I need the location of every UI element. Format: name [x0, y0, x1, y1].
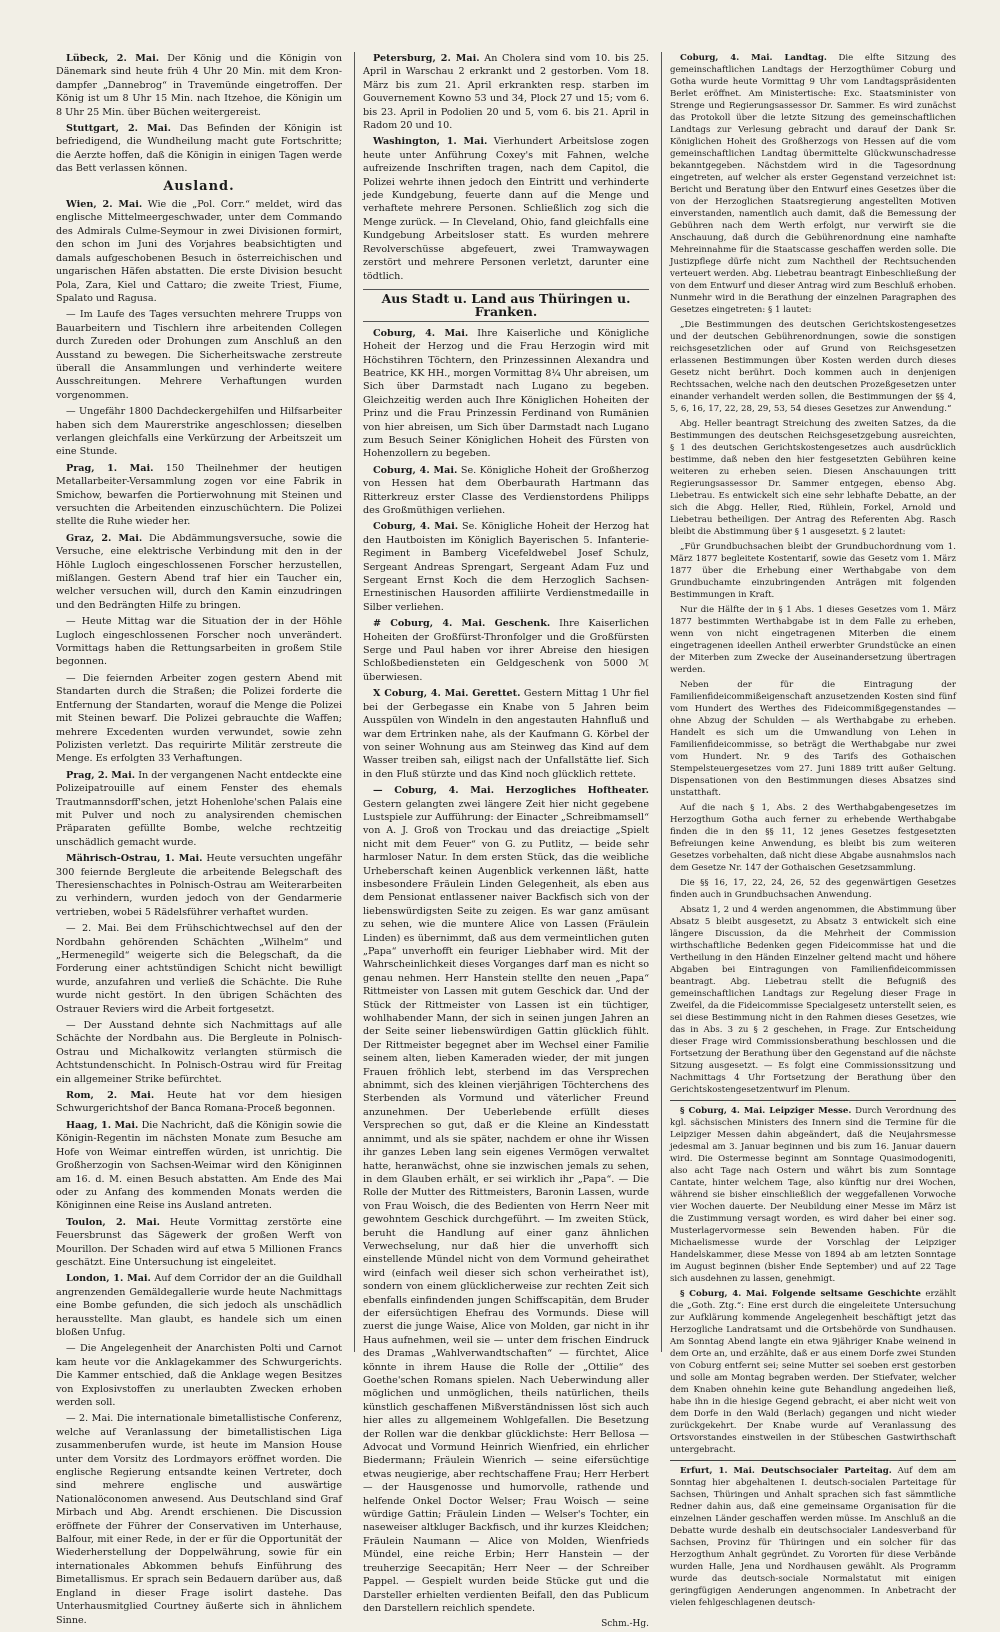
article-text: Der König und die Königin von Dänemark sind heute früh 4 Uhr 20 Min. mit dem Kron-dampfer „Dannebrog“ in Travemünde eingetroffen. Der König ist um 8 Uhr 15 Min. nach Itzehoe, die Königin um 8 Uhr 25 Min. über Büchen weitergereist. [56, 53, 342, 118]
article-text: Die elfte Sitzung des gemeinschaftlichen Landtags der Herzogthümer Coburg und Gotha wurde heute Vormittag 9 Uhr vom Landtagspräsidenten Berlet eröffnet. Am Ministertische: Exc. Staatsminister von Strenge und Regierungsassessor Dr. Sammer. Es wird zunächst das Protokoll über die letzte Sitzung des gemeinschaftlichen Landtags zur Verlesung gebracht und darauf der Dank Sr. Königlichen Hoheit des Großherzogs von Hessen auf die vom gemeinschaftlichen Landtag übermittelte Glückwunschadresse bekanntgegeben. Nächstdem wird in die Tagesordnung eingetreten, auf welcher als erster Gegenstand verzeichnet ist: Bericht und Beratung über den Entwurf eines Gesetzes über die von der Herzoglichen Staatsregierung angestellten Motiven einverstanden, namentlich auch damit, daß die Bemessung der Gebühren nach dem Werth erfolgt, nur verwirft sie die Anschauung, daß durch die Gebührenordnung eine namhafte Mehreinnahme für die Staatscasse geschaffen werden solle. Die Justizpflege dürfe nicht zum Nachtheil der Rechtsuchenden verteuert werden. Abg. Liebetrau beantragt Einbeschließung der von dem Entwurf und dieser Antrag wird zum Beschluß erhoben. Nunmehr wird in die Berathung der einzelnen Paragraphen des Gesetzes eingetreten: § 1 lautet: [670, 53, 956, 315]
article-washington [363, 135, 649, 282]
dateline: Wien, 2. Mai. [66, 199, 143, 211]
article-landtag [670, 52, 956, 316]
article-text: Durch Verordnung des kgl. sächsischen Ministers des Innern sind die Termine für die Leipziger Messen dahin abgeändert, daß die Neujahrsmesse jedesmal am 3. Januar beginnen und bis zum 16. Januar dauern wird. Die Ostermesse beginnt am Sonntage Quasimodogeniti, also acht Tage nach Ostern und währt bis zum Sonntage Cantate, hinter welchem Tage, also künftig nur drei Wochen, während sie bisher einschließlich der weggefallenen Vorwoche vier Wochen dauerte. Der Neubildung einer Messe im März ist die Zustimmung versagt worden, es wird daher bei einer sog. Musterlagervormesse sein Bewenden haben. Für die Michaelismesse wurde der Vorschlag der Leipziger Handelskammer, diese Messe von 1894 ab am letzten Sonntage im August beginnen (bisher Ende September) und auf 22 Tage sich ausdehnen zu lassen, genehmigt. [670, 1106, 956, 1284]
article-coburg-hoftheater [363, 784, 649, 1615]
article-coburg-gerettet [363, 687, 649, 781]
article-coburg-2 [363, 464, 649, 518]
article-text: — Heute Mittag war die Situation der in der Höhle Lugloch eingeschlossenen Forscher noch unverändert. Vormittags haben die Rettungsarbeiten in großem Stile begonnen. [56, 616, 342, 668]
article-text: — Im Laufe des Tages versuchten mehrere Trupps von Bauarbeitern und Tischlern ihre arbeitenden Collegen durch Zureden oder Drohungen zum Anschluß an den Ausstand zu bewegen. Die Sicherheitswache zerstreute überall die Ansammlungen und verhinderte weitere Ausschreitungen. Mehrere Verhaftungen wurden vorgenommen. [56, 309, 342, 401]
article-text: Ihre Kaiserliche und Königliche Hoheit der Herzog und die Frau Herzogin wird mit Höchstihren Töchtern, den Prinzessinnen Alexandra und Beatrice, KK HH., morgen Vormittag 8¼ Uhr abreisen, um Sich über Darmstadt nach Lugano zu begeben. Gleichzeitig werden auch Ihre Königlichen Hoheiten der Prinz und die Frau Prinzessin Ferdinand von Rumänien von hier abreisen, um Sich über Darmstadt nach Lugano zum Besuch Seiner Königlichen Hoheit des Fürsten von Hohenzollern zu begeben. [363, 327, 649, 460]
article-london-2 [56, 1342, 342, 1409]
article-text: An Cholera sind vom 10. bis 25. April in Warschau 2 erkrankt und 2 gestorben. Vom 18. März bis zum 21. April erkrankten resp. starben im Gouvernement Kowno 53 und 34, Plock 27 und 15; vom 6. bis 23. April in Podolien 20 und 5, vom 6. bis 21. April in Radom 20 und 10. [363, 53, 649, 132]
article-landtag-p5 [670, 679, 956, 799]
article-haag [56, 1119, 342, 1213]
article-luebeck [56, 52, 342, 119]
article-landtag-p6 [670, 802, 956, 874]
article-text: „Die Bestimmungen des deutschen Gerichtskostengesetzes und der deutschen Gebührenordnungen, sowie die sonstigen reichsgesetzlichen oder auf Grund von Reichsgesetzen erlassenen Bestimmungen über Kosten werden durch dieses Gesetz nicht berührt. Doch kommen auch in denjenigen Rechtssachen, welche nach den deutschen Prozeßgesetzen unter einander verhandelt werden sollen, die Bestimmungen der §§ 4, 5, 6, 16, 17, 22, 28, 29, 53, 54 dieses Gesetzes zur Anwendung.“ [670, 320, 956, 414]
article-london-3 [56, 1412, 342, 1627]
dateline: § Coburg, 4. Mai. Folgende seltsame Geschichte [680, 1289, 921, 1299]
article-landtag-p7 [670, 877, 956, 901]
dateline: Coburg, 4. Mai. [373, 521, 459, 533]
article-petersburg [363, 52, 649, 132]
article-landtag-p3 [670, 541, 956, 601]
dateline: X Coburg, 4. Mai. Gerettet. [373, 688, 521, 700]
author-signature: Schm.-Hg. [601, 1619, 649, 1630]
dateline: Petersburg, 2. Mai. [373, 53, 480, 64]
dateline: Coburg, 4. Mai. [373, 327, 469, 339]
dateline: London, 1. Mai. [66, 1273, 151, 1285]
article-graz-2 [56, 615, 342, 669]
article-text: erzählt die „Goth. Ztg.“: Eine erst durch die eingeleitete Untersuchung zur Aufklärung kommende Angelegenheit beschäftigt jetzt das Herzogliche Landratsamt und die Ortsbehörde von Sundhausen. Am Sonntag Abend langte ein etwa 9jähriger Knabe weinend in dem Orte an, und erzählte, daß er aus einem Dorfe zwei Stunden von Coburg entfernt sei; seine Mutter sei soeben erst gestorben und solle am Montag begraben werden. Der Stiefvater, welcher dem Knaben ohnehin keine gute Behandlung angedeihen ließ, habe ihn in die hiesige Gegend gebracht, ei aber nicht weit von dem Dorfe in den Wald (Berlach) gegangen und nicht wieder zurückgekehrt. Der Knabe wurde auf Veranlassung des Ortsvorstandes einstweilen in der Stübeschen Gastwirthschaft untergebracht. [670, 1289, 956, 1455]
article-leipziger-messe [670, 1105, 956, 1285]
article-text: Die Nachricht, daß die Königin sowie die Königin-Regentin im nächsten Monate zum Besuche am Hofe von Weimar eintreffen würden, ist unrichtig. Die Großherzogin von Sachsen-Weimar wird den Königinnen am 16. d. M. einen Besuch abstatten. Am Ende des Mai oder zu Anfang des kommenden Monats werden die Königinnen eine Reise ins Ausland antreten. [56, 1119, 342, 1212]
article-text: Wie die „Pol. Corr.“ meldet, wird das englische Mittelmeergeschwader, unter dem Commando des Admirals Culme-Seymour in zwei Divisionen formirt, den schon im Juni des Vorjahres beabsichtigten und damals aufgeschobenen Besuch in österreichischen und ungarischen Häfen abstatten. Die erste Division besucht Pola, Zara, Kiel und Cattaro; die zweite Triest, Fiume, Spalato und Ragusa. [56, 199, 342, 304]
article-text: Se. Königliche Hoheit der Großherzog von Hessen hat dem Oberbaurath Hartmann das Ritterkreuz erster Classe des Verdienstordens Philipps des Großmüthigen verliehen. [363, 464, 649, 516]
article-text: 150 Theilnehmer der heutigen Metallarbeiter-Versammlung zogen vor eine Fabrik in Smichow, bewarfen die Portierwohnung mit Steinen und versuchten die Arbeitenden einzuschüchtern. Die Polizei stellte die Ruhe wieder her. [56, 462, 342, 528]
article-text: — 2. Mai. Bei dem Frühschichtwechsel auf den der Nordbahn gehörenden Schächten „Wilhelm“ und „Hermenegild“ weigerte sich die Belegschaft, da die Forderung einer achtstündigen Schicht nicht bewilligt wurde, anzufahren und verließ die Schächte. Die Ruhe wurde nicht gestört. In den übrigen Schächten des Ostrauer Reviers wird die Arbeit fortgesetzt. [56, 923, 342, 1015]
dateline: Coburg, 4. Mai. Landtag. [680, 53, 827, 63]
dateline: Stuttgart, 2. Mai. [66, 123, 171, 135]
section-heading-thueringen: Aus Stadt u. Land aus Thüringen u. Franken. [363, 289, 649, 322]
section-heading-ausland: Ausland. [163, 178, 235, 194]
article-text: Ihre Kaiserlichen Hoheiten der Großfürst-Thronfolger und die Großfürsten Serge und Paul haben vor ihrer Abreise den hiesigen Schloßbediensteten ein Geldgeschenk von 5000 ℳ überwiesen. [363, 618, 650, 683]
article-text: — Ungefähr 1800 Dachdeckergehilfen und Hilfsarbeiter haben sich dem Maurerstrike angeschlossen; dieselben verlangen gleichfalls eine Verkürzung der Arbeitszeit um eine Stunde. [56, 406, 342, 458]
article-text: Das Befinden der Königin ist befriedigend, die Wundheilung macht gute Fortschritte; die Aerzte hoffen, daß die Königin in einigen Tagen werde das Bett verlassen können. [56, 123, 342, 175]
article-text: Auf die nach § 1, Abs. 2 des Werthabgabengesetzes im Herzogthum Gotha auch ferner zu erhebende Werthabgabe finden die in den §§ 11, 12 jenes Gesetzes festgesetzten Befreiungen keine Anwendung, es bleibt bis zum weiteren Gesetzes vorbehalten, daß nicht diese Abgabe ausnahmslos nach dem Gesetze Nr. 147 der Gothaischen Gesetzsammlung. [670, 803, 956, 873]
article-erfurt [670, 1465, 956, 1609]
article-text: Heute hat vor dem hiesigen Schwurgerichtshof der Banca Romana-Proceß begonnen. [56, 1090, 342, 1115]
article-graz-3 [56, 672, 342, 766]
dateline: # Coburg, 4. Mai. Geschenk. [373, 618, 551, 630]
dateline: Toulon, 2. Mai. [66, 1216, 160, 1228]
article-ostrau [56, 852, 342, 919]
article-wien-2 [56, 308, 342, 402]
article-text: Nur die Hälfte der in § 1 Abs. 1 dieses Gesetzes vom 1. März 1877 bestimmten Werthabgabe ist in dem Falle zu erheben, wenn von nicht eingetragenen Miterben die einem eingetragenen ideellen Antheil erwerbter Grundstücke an einen der Miterben zum Zwecke der Auseinandersetzung übertragen werden. [670, 605, 956, 675]
dateline: Haag, 1. Mai. [66, 1119, 139, 1131]
article-text: — 2. Mai. Die internationale bimetallistische Conferenz, welche auf Veranlassung der bimetallistischen Liga zusammenberufen wurde, ist heute im Mansion House unter dem Vorsitz des Lordmayors eröffnet worden. Die englische Regierung entsandte keinen Vertreter, doch sind mehrere englische und auswärtige Nationalöconomen anwesend. Aus Deutschland sind Graf Mirbach und Abg. Arendt erschienen. Die Discussion eröffnete der Führer der Conservativen im Unterhause, Balfour, mit einer Rede, in der er für die Opportunität der Wiederherstellung der Doppelwährung, sowie für ein internationales Abkommen behufs Einführung des Bimetallismus. Er sprach sein Bedauern darüber aus, daß England in dieser Frage isolirt dastehe. Das Unterhausmitglied Courtney äußerte sich in ähnlichem Sinne. [56, 1413, 342, 1626]
dateline: § Coburg, 4. Mai. Leipziger Messe. [680, 1106, 852, 1116]
newspaper-page [56, 52, 956, 1630]
article-text: — Die feiernden Arbeiter zogen gestern Abend mit Standarten durch die Straßen; die Polizei forderte die Entfernung der Standarten, worauf die Menge die Polizei mit Steinen bewarf. Die Polizei gebrauchte die Waffen; mehrere Excedenten wurden verwundet, sowie zehn Polizisten verletzt. Das requirirte Militär zerstreute die Menge. Es erfolgten 33 Verhaftungen. [56, 672, 342, 765]
column-1 [56, 52, 342, 1626]
dateline: Erfurt, 1. Mai. Deutschsocialer Parteitag. [680, 1466, 892, 1476]
article-text: Absatz 1, 2 und 4 werden angenommen, die Abstimmung über Absatz 5 bleibt ausgesetzt, zu Absatz 3 entwickelt sich eine längere Discussion, da die Mehrheit der Commission wirthschaftliche Bedenken gegen Fideicommisse hat und die Vertheilung in den Händen Einzelner geltend macht und höhere Abgaben bei Eintragungen von Familienfideicommissen beantragt. Abg. Liebetrau stellt die Befugniß des gemeinschaftlichen Landtags zur Regelung dieser Frage in Zweifel, da die Fideicommisse Specialgesetz unterstellt seien, es sei diese Bestimmung nicht in den Rahmen dieses Gesetzes, wie das in Abs. 3 zu § 2 geschehen, in Frage. Zur Entscheidung dieser Frage wird Commissionsberathung beschlossen und die Fortsetzung der Berathung über den Gegenstand auf die nächste Sitzung ausgesetzt. — Es folgt eine Commissionssitzung und Nachmittags 4 Uhr Fortsetzung der Berathung über den Gerichtskostengesetzentwurf im Plenum. [670, 905, 956, 1095]
dateline: Prag, 1. Mai. [66, 462, 154, 474]
article-text: Abg. Heller beantragt Streichung des zweiten Satzes, da die Bestimmungen des deutschen Reichsgesetzgebung ausreichten, § 1 des deutschen Gerichtskostengesetzes auch ausdrücklich bestimme, daß neben den hier festgesetzten Gebühren keine weiteren zu erheben seien. Diesen Anschauungen tritt Regierungsassessor Dr. Sammer entgegen, ebenso Abg. Liebetrau. Es entwickelt sich eine sehr lebhafte Debatte, an der sich die Abgg. Heller, Ried, Rühlein, Forkel, Arnold und Liebetrau betheiligen. Der Antrag des Referenten Abg. Rasch bleibt die Abstimmung über § 1 ausgesetzt. § 2 lautet: [670, 419, 956, 537]
article-rom [56, 1089, 342, 1116]
article-landtag-p2 [670, 418, 956, 538]
article-prag [56, 462, 342, 529]
article-text: Auf dem Corridor der an die Guildhall angrenzenden Gemäldegallerie wurde heute Nachmittags eine Bombe gefunden, die sich jedoch als unschädlich herausstellte. Man glaubt, es handele sich um einen bloßen Unfug. [56, 1273, 342, 1338]
article-wien-3 [56, 405, 342, 459]
article-coburg-1 [363, 327, 649, 461]
dateline: Rom, 2. Mai. [66, 1090, 155, 1102]
article-text: Vierhundert Arbeitslose zogen heute unter Anführung Coxey's mit Fahnen, welche aufreizende Inschriften tragen, nach dem Capitol, die Polizei wehrte ihnen jedoch den Eintritt und verhinderte jede Kundgebung, feuerte dann auf die Menge und verhaftete mehrere Personen. Schließlich zog sich die Menge zurück. — In Cleveland, Ohio, fand gleichfalls eine Kundgebung Arbeitsloser statt. Es wurden mehrere Revolverschüsse abgefeuert, zwei Tramwaywagen zerstört und mehrere Personen verletzt, darunter eine tödtlich. [363, 136, 649, 282]
divider [670, 1460, 956, 1461]
divider [670, 1100, 956, 1101]
article-text: Die Abdämmungsversuche, sowie die Versuche, eine elektrische Verbindung mit den in der Höhle Lugloch eingeschlossenen Forscher herzustellen, mißlangen. Gestern Abend traf hier ein Taucher ein, welcher versuchen will, durch den Kamin einzudringen und den Bedrängten Hilfe zu bringen. [56, 532, 342, 611]
dateline: Coburg, 4. Mai. [373, 464, 458, 476]
article-ostrau-2 [56, 922, 342, 1016]
article-text: Neben der für die Eintragung der Familienfideicommißeigenschaft anzusetzenden Kosten sind fünf vom Hundert des Werthes des Fideicommißgegenstandes — ohne Abzug der Schulden — als Werthabgabe zu erheben. Handelt es sich um die Umwandlung von Lehen in Familienfideicommisse, so beträgt die Werthabgabe nur zwei vom Hundert. Nr. 9 des Tarifs des Gothaischen Stempelsteuergesetzes vom 27. Juni 1889 tritt außer Geltung. Dispensationen von den Bestimmungen dieses Absatzes sind unstatthaft. [670, 680, 956, 798]
column-2 [354, 52, 650, 1630]
article-text: — Der Ausstand dehnte sich Nachmittags auf alle Schächte der Nordbahn aus. Die Bergleute in Polnisch-Ostrau und Michalkowitz verlangten stürmisch die Achtstundenschicht. In Polnisch-Ostrau wird für Freitag ein allgemeiner Strike befürchtet. [56, 1020, 342, 1085]
article-landtag-p8 [670, 904, 956, 1096]
article-ostrau-3 [56, 1019, 342, 1086]
article-text: Die §§ 16, 17, 22, 24, 26, 52 des gegenwärtigen Gesetzes finden auch in Grundbuchsachen Anwendung. [670, 878, 956, 900]
article-prag-2 [56, 769, 342, 849]
article-landtag-p1 [670, 319, 956, 415]
article-coburg-3 [363, 520, 649, 614]
article-text: Gestern gelangten zwei längere Zeit hier nicht gegebene Lustspiele zur Aufführung: der Einacter „Schreibmamsell“ von A. J. Groß von Trockau und das dreiactige „Spielt nicht mit dem Feuer“ von G. zu Putlitz, — beide sehr harmloser Natur. In dem ersten Stück, das die weibliche Urheberschaft keinen Augenblick verkennen läßt, hatte insbesondere Fräulein Linden Gelegenheit, als eben aus dem Pensionat entlassener naiver Backfisch sich von der liebenswürdigsten Seite zu zeigen. Es war ganz amüsant zu sehen, wie die muntere Alice von Lassen (Fräulein Linden) es übernimmt, daß aus dem vermeintlichen guten „Papa“ unverhofft ein feuriger Liebhaber wird. Mit der Wahrscheinlichkeit dieses Vorganges darf man es nicht so genau nehmen. Herr Hanstein stellte den neuen „Papa“ Rittmeister von Lassen mit gutem Geschick dar. Und der Stück der Rittmeister von Lassen ist ein tüchtiger, wohlhabender Mann, der sich in seinen jungen Jahren an der Seite seiner liebenswürdigen Gattin glücklich fühlt. Der Rittmeister begegnet aber im Wechsel einer Familie seinem alten, lieben Kameraden wieder, der mit jungen Frauen fröhlich lebt, sterbend im das Versprechen abnimmt, sich des kleinen vierjährigen Töchterchens des Sterbenden als Vormund und väterlicher Freund anzunehmen. Der Ueberlebende erfüllt dieses Versprechen so gut, daß er die Kleine an Kindesstatt annimmt, und als sie später, nachdem er ohne ihr Wissen ihr ganzes Leben lang sein eigenes Vermögen verwaltet hatte, heranwächst, ohne sie inzwischen jemals zu sehen, in dem Glauben erhält, er sei wirklich ihr „Papa“. — Die Rolle der Mutter des Rittmeisters, Baronin Lassen, wurde von Frau Woisch, die des Bedienten von Herrn Neer mit gewohntem Geschick durchgeführt. — Im zweiten Stück, beruht die Handlung auf einer ganz ähnlichen Verwechselung, nur daß hier die unverhofft sich einstellende Mündel nicht von dem Vormund geheirathet wird (einfach weil dieser sich schon verheirathet ist), sondern von einem glücklicherweise zur rechten Zeit sich ebenfalls einfindenden jungen Schiffscapitän, dem Bruder der eifersüchtigen Ehefrau des Vormunds. Diese will zuerst die junge Waise, Alice von Molden, gar nicht in ihr Haus aufnehmen, weil sie — unter dem frischen Eindruck des Dramas „Wahlverwandtschaften“ — fürchtet, Alice könnte in ihrem Hause die Rolle der „Ottilie“ des Goethe'schen Romans spielen. Nach Ueberwindung aller möglichen und unmöglichen, theils natürlichen, theils künstlich geschaffenen Mißverständnissen löst sich auch hier alles zu allgemeinem Wohlgefallen. Die Besetzung der Rollen war die denkbar glücklichste: Herr Bellosa — Advocat und Vormund Heinrich Wienfried, ein ehrlicher Biedermann; Fräulein Wienrich — seine eifersüchtige etwas neugierige, aber rechtschaffene Frau; Herr Herbert — der Hausgenosse und humorvolle, rathende und helfende Onkel Doctor Welser; Frau Woisch — seine würdige Gattin; Fräulein Linden — Welser's Tochter, ein naseweiser altkluger Backfisch, und ihr kurzes Kleidchen; Fräulein Naumann — Alice von Molden, Wienfrieds Mündel, eine reiche Erbin; Herr Hanstein — der treuherzige Seecapitän; Herr Neer — der Schreiber Pappel. — Gespielt wurden beide Stücke gut und die Darsteller erhielten verdienten Beifall, den das Publicum den Darstellern reichlich spendete. [363, 798, 649, 1614]
article-toulon [56, 1216, 342, 1270]
dateline: Washington, 1. Mai. [373, 136, 488, 148]
dateline: Mährisch-Ostrau, 1. Mai. [66, 853, 203, 865]
article-landtag-p4 [670, 604, 956, 676]
article-stuttgart [56, 122, 342, 176]
article-text: — Die Angelegenheit der Anarchisten Polti und Carnot kam heute vor die Anklagekammer des Schwurgerichts. Die Kammer entschied, daß die Anklage wegen Besitzes von Explosivstoffen zu unerlaubten Zwecken erhoben werden soll. [56, 1343, 342, 1408]
dateline: — Coburg, 4. Mai. Herzogliches Hoftheater. [373, 785, 649, 797]
article-text: Se. Königliche Hoheit der Herzog hat den Hautboisten im Königlich Bayerischen 5. Infanterie-Regiment in Bamberg Vicefeldwebel Josef Schulz, Sergeant Andreas Sprengart, Sergeant Adam Fuz und Sergeant Ernst Koch die dem Herzoglich Sachsen-Ernestinischen Hausorden affiliirte Verdienstmedaille in Silber verliehen. [363, 521, 649, 613]
article-coburg-geschenk [363, 617, 649, 684]
article-graz [56, 532, 342, 612]
article-text: Gestern Mittag 1 Uhr fiel bei der Gerbegasse ein Knabe von 5 Jahren beim Ausspülen von Windeln in den angestauten Hahnfluß und war dem Ertrinken nahe, als der Kaufmann G. Körbel der von seiner Wohnung aus am Steinweg das Kind auf dem Wasser treiben sah, eiligst nach der Unfallstätte lief. Sich in den Fluß stürzte und das Kind noch glücklich rettete. [363, 688, 650, 780]
article-seltsame-geschichte [670, 1288, 956, 1456]
article-text: „Für Grundbuchsachen bleibt der Grundbuchordnung vom 1. März 1877 begleitete Kostentarif, sowie das Gesetz vom 1. März 1877 über die Erhebung einer Werthabgabe von dem Grundbuchamte einzubringenden Anträgen mit folgenden Bestimmungen in Kraft. [670, 542, 956, 600]
article-text: In der vergangenen Nacht entdeckte eine Polizeipatrouille auf einem Fenster des ehemals Trautmannsdorff'schen, jetzt Hohenlohe'schen Palais eine mit Pulver und noch zu analysirenden chemischen Präparaten gefüllte Bombe, welche rechtzeitig unschädlich gemacht wurde. [56, 769, 342, 848]
article-text: Heute versuchten ungefähr 300 feiernde Bergleute die arbeitende Belegschaft des Theresienschachtes in Polnisch-Ostrau am Weiterarbeiten zu verhindern, wurden jedoch von der Gendarmerie vertrieben, wobei 5 Rädelsführer verhaftet wurden. [56, 853, 342, 918]
article-text: Auf dem am Sonntag hier abgehaltenen I. deutsch-socialen Parteitage für Sachsen, Thüringen und Anhalt sprachen sich fast sämmtliche Redner dahin aus, daß eine gemeinsame Organisation für die einzelnen Länder geschaffen werden müsse. Im Anschluß an die Debatte wurde deshalb ein deutschsocialer Landesverband für Sachsen, Provinz für Thüringen und ein solcher für das Herzogthum Anhalt gegründet. Zu Vororten für diese Verbände wurden Halle, Jena und Nordhausen gewählt. Als Programm wurde das deutsch-sociale Normalstatut mit einigen geringfügigen Aenderungen angenommen. In Anbetracht der vielen fehlgeschlagenen deutsch- [670, 1466, 956, 1608]
dateline: Lübeck, 2. Mai. [66, 53, 160, 64]
article-text: Heute Vormittag zerstörte eine Feuersbrunst das Sägewerk der großen Werft von Mourillon. Der Schaden wird auf etwa 5 Millionen Francs geschätzt. Eine Untersuchung ist eingeleitet. [56, 1216, 342, 1268]
dateline: Prag, 2. Mai. [66, 769, 136, 781]
article-london [56, 1272, 342, 1339]
dateline: Graz, 2. Mai. [66, 532, 143, 544]
column-3 [661, 52, 956, 1608]
article-wien [56, 198, 342, 305]
